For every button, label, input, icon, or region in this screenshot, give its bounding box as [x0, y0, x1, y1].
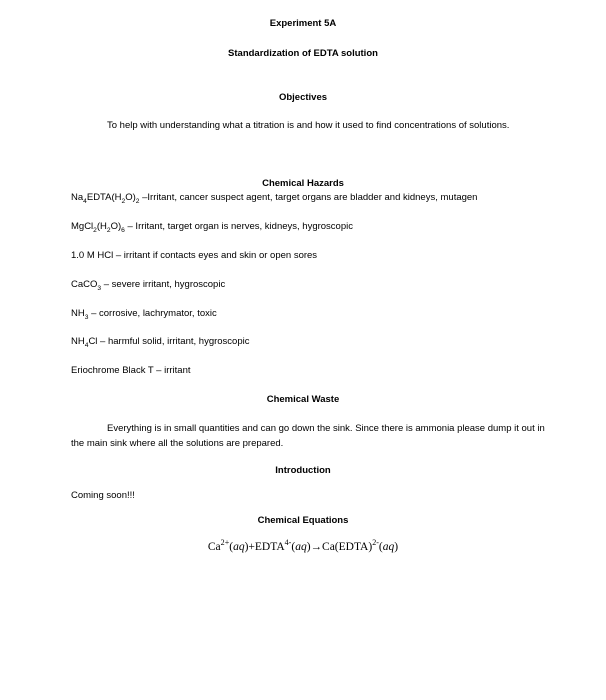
introduction-text: Coming soon!!! — [71, 490, 135, 501]
hazard-chemical: $NH_3$ — [71, 308, 89, 321]
equations-heading: Chemical Equations — [257, 515, 349, 526]
hazard-item — [71, 365, 191, 376]
hazard-description: – severe irritant, hygroscopic — [101, 279, 226, 290]
hazard-description: – Irritant, target organ is nerves, kidneys, hygroscopic — [124, 221, 353, 232]
introduction-heading: Introduction — [275, 465, 331, 476]
hazard-description: –Irritant, cancer suspect agent, target organs are bladder and kidneys, mutagen — [139, 192, 478, 203]
hazard-item — [71, 336, 249, 347]
hazards-heading: Chemical Hazards — [262, 178, 344, 189]
hazard-item — [71, 279, 225, 290]
hazard-description: – harmful solid, irritant, hygroscopic — [97, 336, 250, 347]
page-title: Experiment 5A — [269, 18, 337, 29]
hazard-chemical: CaCO$_3$ — [71, 279, 102, 292]
page-subtitle: Standardization of EDTA solution — [228, 48, 378, 59]
hazard-chemical: 1.0 M HCl — [71, 250, 114, 261]
hazard-chemical: $NH_4Cl$ — [71, 336, 98, 349]
chemical-equation: $Ca^{2+}(aq)+EDTA^{4-}(aq)\to Ca(EDTA)^{2-}(aq)$ — [207, 538, 399, 553]
objectives-text: To help with understanding what a titration is and how it used to find concentrations of solutions. — [107, 120, 510, 131]
hazard-item — [71, 250, 317, 261]
objectives-heading: Objectives — [278, 92, 328, 103]
hazard-chemical: $Na_4EDTA(H_2O)_2$ — [71, 192, 140, 205]
waste-text: Everything is in small quantities and can go down the sink. Since there is ammonia please dump it out in the main sink where all the solutions are prepared. — [71, 423, 545, 449]
hazard-item — [71, 308, 217, 319]
hazard-chemical: Eriochrome Black T — [71, 365, 154, 376]
hazard-chemical: $MgCl_2(H_2O)_6$ — [71, 221, 125, 234]
hazard-item — [71, 221, 353, 232]
waste-heading: Chemical Waste — [266, 394, 340, 405]
hazard-description: – irritant — [153, 365, 191, 376]
hazard-description: – corrosive, lachrymator, toxic — [88, 308, 217, 319]
hazard-description: – irritant if contacts eyes and skin or open sores — [113, 250, 318, 261]
hazard-item — [71, 192, 477, 203]
